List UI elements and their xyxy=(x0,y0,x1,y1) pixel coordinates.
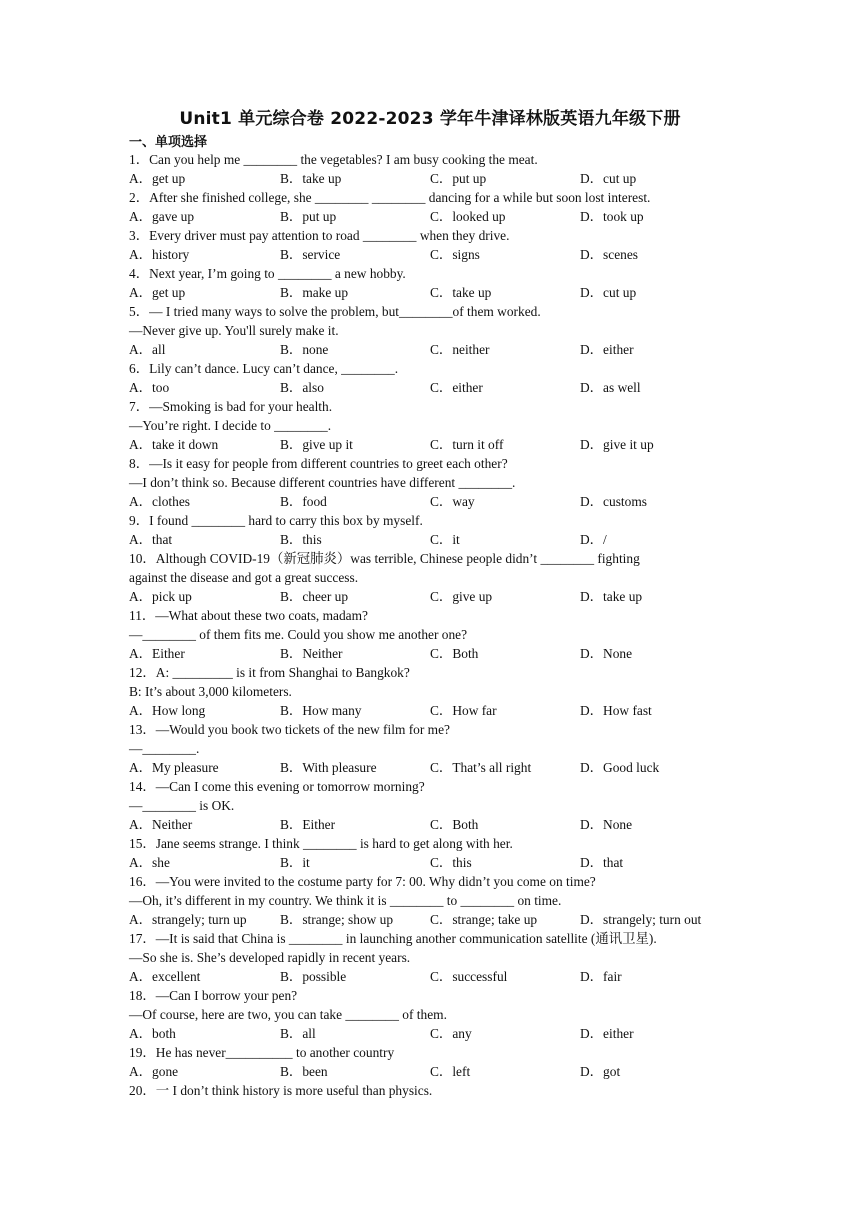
question-dialogue-line: against the disease and got a great success. xyxy=(129,570,359,585)
option-d: D．either xyxy=(580,342,634,357)
question-14 xyxy=(129,777,749,834)
options-row xyxy=(129,169,749,188)
question-9 xyxy=(129,511,749,549)
question-dialogue-line: —You’re right. I decide to ________. xyxy=(129,418,332,433)
option-a: A．strangely; turn up xyxy=(129,912,247,927)
options-row xyxy=(129,207,749,226)
question-stem: 17．—It is said that China is ________ in launching another communication satellite (通讯卫星). xyxy=(129,931,657,946)
question-4 xyxy=(129,264,749,302)
option-c: C．left xyxy=(430,1064,471,1079)
options-row xyxy=(129,967,749,986)
question-stem: 16．—You were invited to the costume party for 7: 00. Why didn’t you come on time? xyxy=(129,874,596,889)
option-b: B．With pleasure xyxy=(280,760,377,775)
option-b: B．this xyxy=(280,532,322,547)
options-row xyxy=(129,587,749,606)
option-a: A．My pleasure xyxy=(129,760,219,775)
option-c: C．How far xyxy=(430,703,497,718)
option-b: B．strange; show up xyxy=(280,912,394,927)
option-d: D．fair xyxy=(580,969,622,984)
options-row xyxy=(129,853,749,872)
question-stem: 12．A: _________ is it from Shanghai to Bangkok? xyxy=(129,665,410,680)
option-a: A．Neither xyxy=(129,817,193,832)
question-10 xyxy=(129,549,749,606)
option-c: C．looked up xyxy=(430,209,506,224)
option-b: B．possible xyxy=(280,969,347,984)
option-c: C．take up xyxy=(430,285,492,300)
option-a: A．get up xyxy=(129,171,186,186)
question-dialogue-line: —________. xyxy=(129,741,200,756)
question-dialogue-line: —Of course, here are two, you can take ________ of them. xyxy=(129,1007,447,1022)
option-c: C．neither xyxy=(430,342,490,357)
question-stem: 9．I found ________ hard to carry this box by myself. xyxy=(129,513,423,528)
section-heading: 一、单项选择 xyxy=(129,135,208,150)
option-b: B．been xyxy=(280,1064,328,1079)
options-row xyxy=(129,758,749,777)
option-c: C．this xyxy=(430,855,472,870)
question-19 xyxy=(129,1043,749,1081)
option-a: A．that xyxy=(129,532,173,547)
option-c: C．either xyxy=(430,380,483,395)
question-20 xyxy=(129,1081,749,1100)
option-d: D．customs xyxy=(580,494,647,509)
option-d: D．give it up xyxy=(580,437,654,452)
question-stem: 4．Next year, I’m going to ________ a new hobby. xyxy=(129,266,406,281)
question-dialogue-line: —Oh, it’s different in my country. We think it is ________ to ________ on time. xyxy=(129,893,562,908)
option-d: D．cut up xyxy=(580,171,637,186)
option-c: C．it xyxy=(430,532,460,547)
option-d: D．scenes xyxy=(580,247,639,262)
question-5 xyxy=(129,302,749,359)
options-row xyxy=(129,644,749,663)
option-d: D．Good luck xyxy=(580,760,660,775)
question-stem: 1．Can you help me ________ the vegetables? I am busy cooking the meat. xyxy=(129,152,538,167)
option-d: D．None xyxy=(580,646,633,661)
question-dialogue-line: —I don’t think so. Because different countries have different ________. xyxy=(129,475,516,490)
option-d: D．took up xyxy=(580,209,644,224)
question-stem: 20．一 I don’t think history is more useful than physics. xyxy=(129,1083,433,1098)
question-stem: 3．Every driver must pay attention to road ________ when they drive. xyxy=(129,228,510,243)
options-row xyxy=(129,492,749,511)
question-dialogue-line: —So she is. She’s developed rapidly in recent years. xyxy=(129,950,411,965)
option-c: C．put up xyxy=(430,171,487,186)
options-row xyxy=(129,378,749,397)
option-a: A．gave up xyxy=(129,209,195,224)
option-c: C．Both xyxy=(430,817,479,832)
option-d: D．None xyxy=(580,817,633,832)
option-d: D．either xyxy=(580,1026,634,1041)
option-a: A．gone xyxy=(129,1064,179,1079)
question-3 xyxy=(129,226,749,264)
question-stem: 6．Lily can’t dance. Lucy can’t dance, ________. xyxy=(129,361,399,376)
option-c: C．give up xyxy=(430,589,493,604)
question-stem: 7．—Smoking is bad for your health. xyxy=(129,399,333,414)
option-b: B．cheer up xyxy=(280,589,349,604)
option-c: C．Both xyxy=(430,646,479,661)
option-a: A．How long xyxy=(129,703,206,718)
option-c: C．strange; take up xyxy=(430,912,538,927)
options-row xyxy=(129,701,749,720)
option-a: A．too xyxy=(129,380,170,395)
option-d: D．/ xyxy=(580,532,607,547)
question-stem: 2．After she finished college, she ________ ________ dancing for a while but soon lost interest. xyxy=(129,190,651,205)
option-a: A．Either xyxy=(129,646,185,661)
option-d: D．strangely; turn out xyxy=(580,912,702,927)
options-row xyxy=(129,1062,749,1081)
option-a: A．clothes xyxy=(129,494,190,509)
option-b: B．take up xyxy=(280,171,342,186)
option-c: C．successful xyxy=(430,969,508,984)
options-row xyxy=(129,435,749,454)
option-b: B．make up xyxy=(280,285,349,300)
option-a: A．history xyxy=(129,247,190,262)
option-a: A．take it down xyxy=(129,437,219,452)
question-11 xyxy=(129,606,749,663)
question-17 xyxy=(129,929,749,986)
question-list xyxy=(129,150,749,1100)
question-stem: 18．—Can I borrow your pen? xyxy=(129,988,298,1003)
question-stem: 5．— I tried many ways to solve the problem, but________of them worked. xyxy=(129,304,541,319)
options-row xyxy=(129,910,749,929)
question-dialogue-line: B: It’s about 3,000 kilometers. xyxy=(129,684,292,699)
option-c: C．way xyxy=(430,494,475,509)
option-b: B．give up it xyxy=(280,437,353,452)
options-row xyxy=(129,530,749,549)
option-d: D．How fast xyxy=(580,703,652,718)
option-c: C．signs xyxy=(430,247,480,262)
option-c: C．turn it off xyxy=(430,437,504,452)
option-b: B．none xyxy=(280,342,329,357)
option-b: B．Either xyxy=(280,817,336,832)
question-dialogue-line: —________ of them fits me. Could you show me another one? xyxy=(129,627,468,642)
options-row xyxy=(129,283,749,302)
option-d: D．take up xyxy=(580,589,643,604)
option-b: B．Neither xyxy=(280,646,343,661)
option-b: B．it xyxy=(280,855,310,870)
option-d: D．got xyxy=(580,1064,621,1079)
option-a: A．get up xyxy=(129,285,186,300)
question-2 xyxy=(129,188,749,226)
question-dialogue-line: —Never give up. You'll surely make it. xyxy=(129,323,339,338)
options-row xyxy=(129,245,749,264)
question-6 xyxy=(129,359,749,397)
question-15 xyxy=(129,834,749,872)
option-d: D．as well xyxy=(580,380,641,395)
question-stem: 15．Jane seems strange. I think ________ is hard to get along with her. xyxy=(129,836,513,851)
option-b: B．put up xyxy=(280,209,337,224)
option-b: B．food xyxy=(280,494,327,509)
question-13 xyxy=(129,720,749,777)
question-stem: 10．Although COVID-19（新冠肺炎）was terrible, Chinese people didn’t ________ fighting xyxy=(129,551,640,566)
option-d: D．that xyxy=(580,855,624,870)
option-d: D．cut up xyxy=(580,285,637,300)
option-b: B．all xyxy=(280,1026,316,1041)
question-16 xyxy=(129,872,749,929)
page-title: Unit1 单元综合卷 2022-2023 学年牛津译林版英语九年级下册 xyxy=(179,109,681,129)
question-stem: 11．—What about these two coats, madam? xyxy=(129,608,368,623)
option-b: B．How many xyxy=(280,703,362,718)
option-a: A．all xyxy=(129,342,166,357)
option-a: A．excellent xyxy=(129,969,201,984)
option-a: A．she xyxy=(129,855,170,870)
question-dialogue-line: —________ is OK. xyxy=(129,798,235,813)
question-stem: 8．—Is it easy for people from different countries to greet each other? xyxy=(129,456,508,471)
option-c: C．That’s all right xyxy=(430,760,532,775)
option-c: C．any xyxy=(430,1026,472,1041)
question-stem: 13．—Would you book two tickets of the new film for me? xyxy=(129,722,450,737)
option-a: A．pick up xyxy=(129,589,192,604)
options-row xyxy=(129,340,749,359)
options-row xyxy=(129,1024,749,1043)
options-row xyxy=(129,815,749,834)
question-7 xyxy=(129,397,749,454)
option-b: B．service xyxy=(280,247,341,262)
question-12 xyxy=(129,663,749,720)
question-1 xyxy=(129,150,749,188)
question-stem: 14．—Can I come this evening or tomorrow morning? xyxy=(129,779,425,794)
question-stem: 19．He has never__________ to another country xyxy=(129,1045,395,1060)
question-18 xyxy=(129,986,749,1043)
question-8 xyxy=(129,454,749,511)
option-b: B．also xyxy=(280,380,324,395)
option-a: A．both xyxy=(129,1026,176,1041)
